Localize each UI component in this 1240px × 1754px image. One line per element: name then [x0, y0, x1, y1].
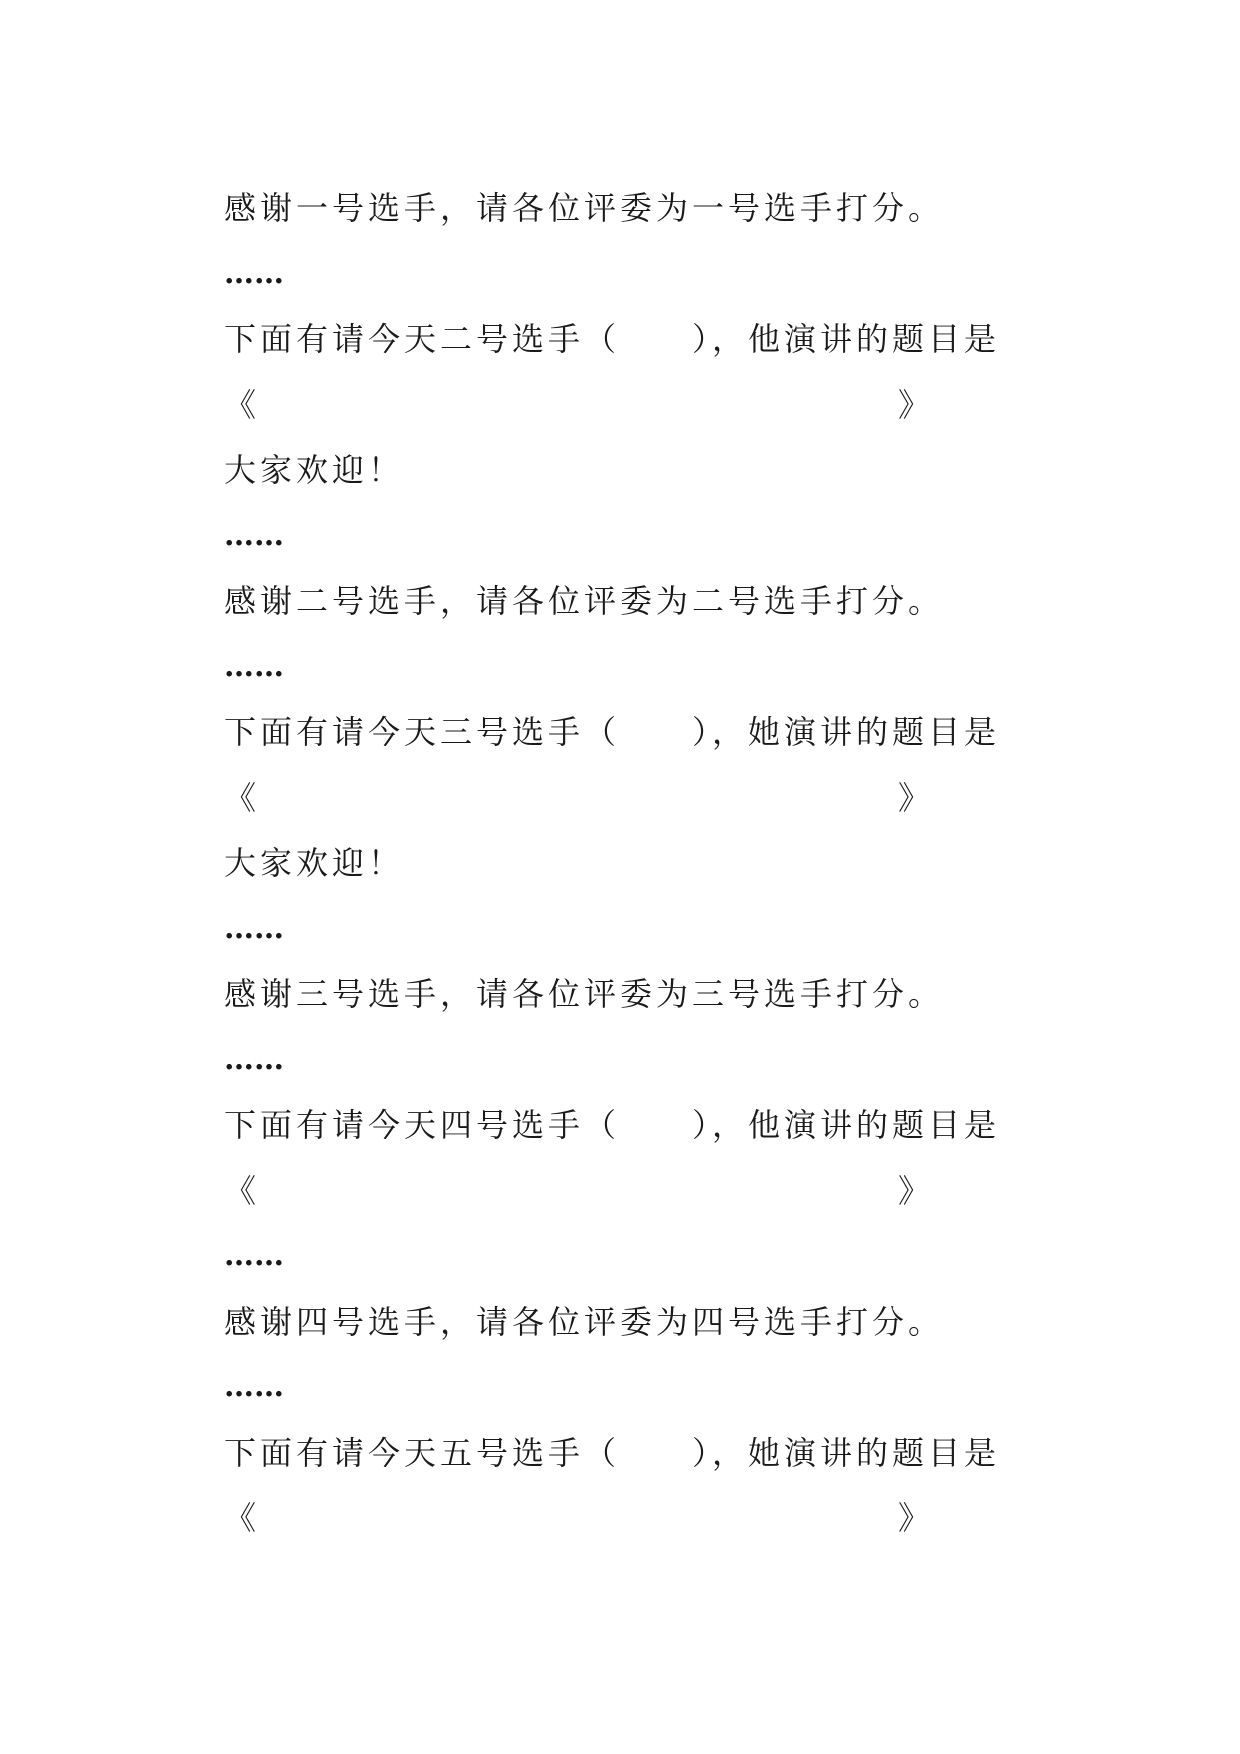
close-title-bracket: 》	[897, 386, 930, 424]
ellipsis-line: ……	[224, 911, 284, 946]
thanks-line-2: 感谢二号选手，请各位评委为二号选手打分。	[224, 582, 945, 620]
title-brackets-line	[224, 774, 930, 822]
close-title-bracket: 》	[897, 779, 930, 817]
welcome-line: 大家欢迎！	[224, 451, 405, 489]
close-title-bracket: 》	[897, 1172, 930, 1210]
intro-line-3: 下面有请今天三号选手（ ），她演讲的题目是	[224, 713, 1001, 751]
intro-line-2: 下面有请今天二号选手（ ），他演讲的题目是	[224, 320, 1001, 358]
open-title-bracket: 《	[224, 386, 257, 424]
ellipsis-line: ……	[224, 256, 284, 291]
thanks-line-4: 感谢四号选手，请各位评委为四号选手打分。	[224, 1303, 945, 1341]
title-brackets-line	[224, 1167, 930, 1215]
intro-line-5: 下面有请今天五号选手（ ），她演讲的题目是	[224, 1434, 1001, 1472]
ellipsis-line: ……	[224, 1238, 284, 1273]
open-title-bracket: 《	[224, 1499, 257, 1537]
ellipsis-line: ……	[224, 1369, 284, 1404]
ellipsis-line: ……	[224, 1042, 284, 1077]
ellipsis-line: ……	[224, 518, 284, 553]
open-title-bracket: 《	[224, 1172, 257, 1210]
close-title-bracket: 》	[897, 1499, 930, 1537]
open-title-bracket: 《	[224, 779, 257, 817]
intro-line-4: 下面有请今天四号选手（ ），他演讲的题目是	[224, 1106, 1001, 1144]
thanks-line-1: 感谢一号选手，请各位评委为一号选手打分。	[224, 189, 945, 227]
title-brackets-line	[224, 1494, 930, 1542]
title-brackets-line	[224, 381, 930, 429]
thanks-line-3: 感谢三号选手，请各位评委为三号选手打分。	[224, 975, 945, 1013]
ellipsis-line: ……	[224, 649, 284, 684]
welcome-line: 大家欢迎！	[224, 844, 405, 882]
